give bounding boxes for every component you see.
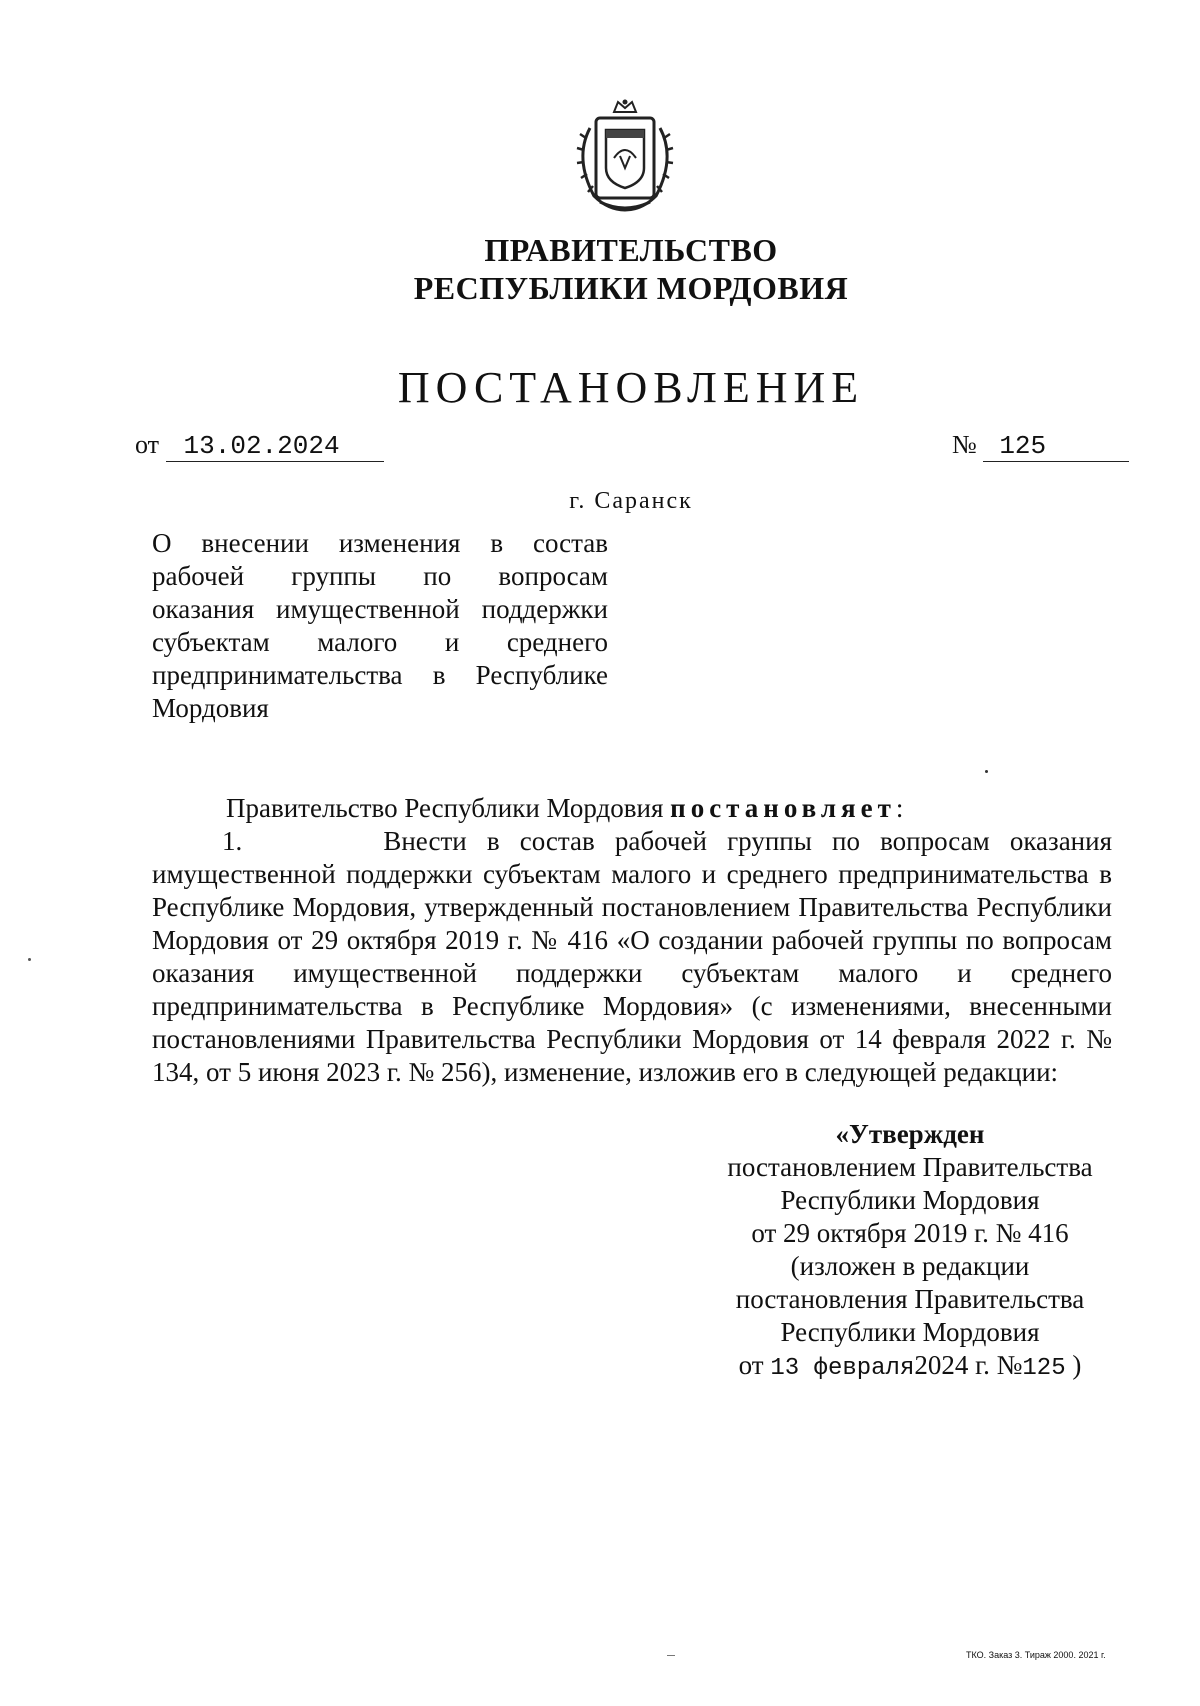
document-number xyxy=(952,430,1129,462)
preamble-text: Правительство Республики Мордовия xyxy=(226,793,664,823)
org-name-line1: ПРАВИТЕЛЬСТВО xyxy=(484,232,778,268)
document-date xyxy=(135,430,384,462)
approved-line: постановлением Правительства xyxy=(727,1152,1093,1182)
date-prefix: от xyxy=(135,430,160,459)
approved-line: Республики Мордовия xyxy=(780,1185,1040,1215)
preamble-action: постановляет xyxy=(670,793,896,823)
subject-line: оказания имущественной поддержки xyxy=(152,594,608,624)
subject-line: рабочей группы по вопросам xyxy=(152,561,608,591)
preamble xyxy=(152,792,1112,825)
subject-line: О внесении изменения в состав xyxy=(152,528,608,558)
approved-last-date: 13 февраля xyxy=(770,1355,915,1382)
subject-line: предпринимательства в Республике xyxy=(152,660,608,690)
approved-last-number: 125 xyxy=(1022,1355,1066,1382)
paragraph-1 xyxy=(152,825,1112,1089)
date-field: 13.02.2024 xyxy=(166,431,384,462)
approval-stamp-block xyxy=(700,1118,1120,1385)
print-info: ТКО. Заказ 3. Тираж 2000. 2021 г. xyxy=(966,1650,1106,1660)
approved-line: (изложен в редакции xyxy=(790,1251,1030,1281)
org-name-line2: РЕСПУБЛИКИ МОРДОВИЯ xyxy=(413,270,849,306)
document-subject xyxy=(152,527,608,725)
paragraph-number: 1. xyxy=(222,826,243,856)
scan-artifact xyxy=(28,958,31,961)
scan-artifact xyxy=(985,770,988,773)
approved-line: от 29 октября 2019 г. № 416 xyxy=(751,1218,1069,1248)
approved-last-year: 2024 г. № xyxy=(914,1350,1023,1380)
coat-of-arms-icon xyxy=(560,98,690,218)
approved-last-close: ) xyxy=(1072,1350,1082,1380)
approved-last-prefix: от xyxy=(738,1350,764,1380)
approved-line: Республики Мордовия xyxy=(780,1317,1040,1347)
number-prefix: № xyxy=(952,430,977,459)
number-field: 125 xyxy=(983,431,1129,462)
subject-line: субъектам малого и среднего xyxy=(152,627,608,657)
document-type-title: ПОСТАНОВЛЕНИЕ xyxy=(397,363,865,412)
approved-heading: «Утвержден xyxy=(835,1119,985,1149)
city-name: г. Саранск xyxy=(569,488,693,514)
paragraph-text: Внести в состав рабочей группы по вопросам оказания имущественной поддержки субъектам малого и среднего предпринимательства в Республике Мордовия, утвержденный постановлением Правительства Республики Мордовия от 29 октября 2019 г. № 416 «О создании рабочей группы по вопросам оказания имущественной поддержки субъектам малого и среднего предпринимательства в Республике Мордовия» (с изменениями, внесенными постановлениями Правительства Республики Мордовия от 14 февраля 2022 г. № 134, от 5 июня 2023 г. № 256), изменение, изложив его в следующей редакции: xyxy=(152,826,1112,1087)
subject-line: Мордовия xyxy=(152,693,269,723)
scan-artifact xyxy=(667,1655,675,1656)
approved-line: постановления Правительства xyxy=(735,1284,1085,1314)
preamble-colon: : xyxy=(895,793,904,823)
approved-last-line xyxy=(700,1349,1120,1385)
